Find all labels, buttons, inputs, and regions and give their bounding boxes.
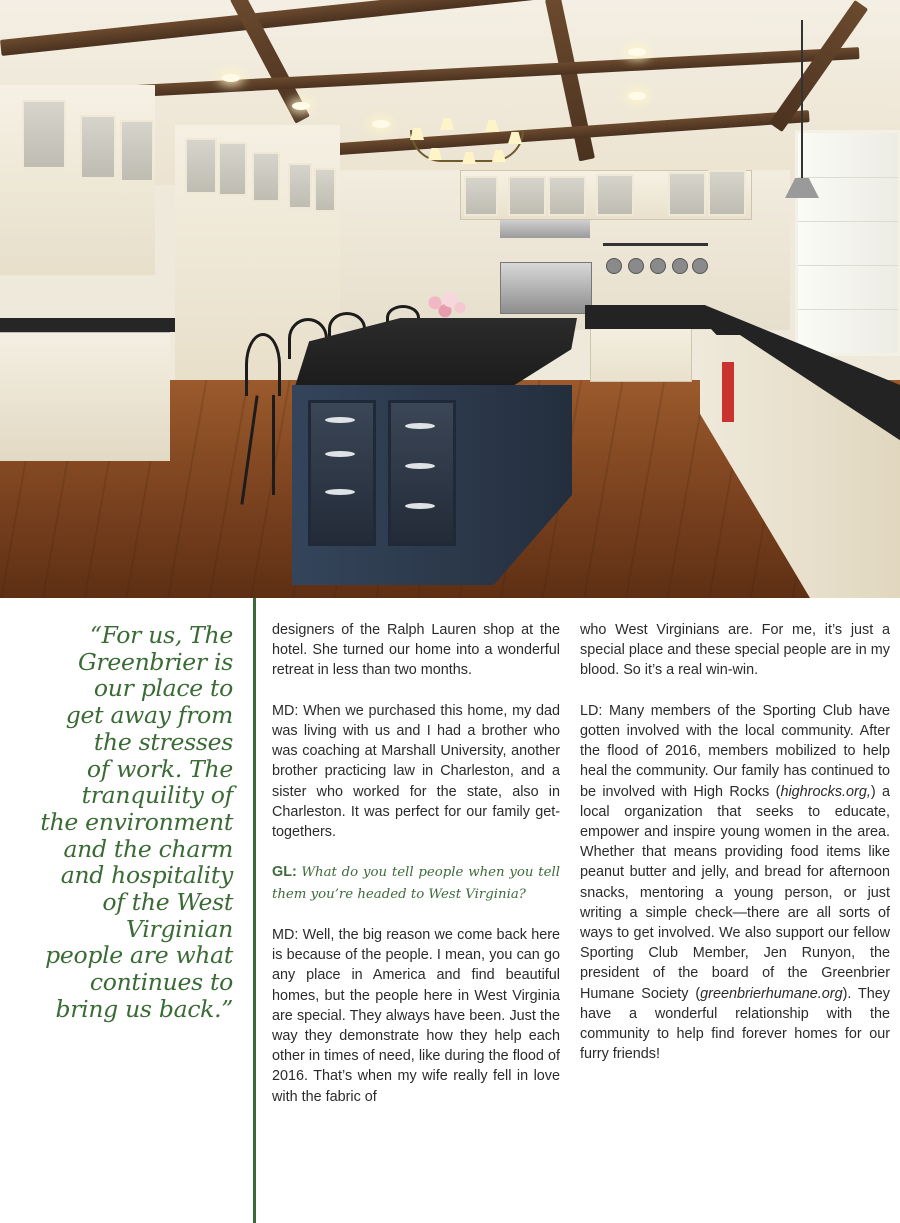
interview-question [272,862,560,904]
glass-cabinet-door [185,138,217,194]
glass-cabinet-door [314,168,336,212]
pendant-cord [801,20,803,180]
flower-vase [420,290,470,322]
article-column-1 [272,620,560,1127]
island-glass-door [308,400,376,546]
windsor-chair [245,333,281,396]
hanging-pan [650,258,666,274]
pull-quote: “For us, The Greenbrier is our place to get away from the stresses of work. The tranquility of the environment and the charm and hospitality of the West Virginian people are what continues to bring us back.” [40,621,233,1023]
column-divider [253,598,256,1223]
paragraph-text: ). They have a wonderful relationship with the community to help find forever homes for our furry friends! [580,985,890,1063]
plate [405,463,435,469]
glass-cabinet-door [22,100,66,169]
glass-cabinet-door [252,152,280,202]
hanging-pan [692,258,708,274]
pot-rail [603,243,708,246]
website-reference: greenbrierhumane.org [700,985,843,1002]
plate [325,417,355,423]
glass-cabinet-door [708,170,746,216]
plate [405,423,435,429]
plate [325,489,355,495]
recessed-light [292,102,310,110]
glass-cabinet-door [548,176,586,216]
recessed-light [372,120,390,128]
red-towel [722,362,734,422]
glass-cabinet-door [508,176,546,216]
kitchen-photo [0,0,900,598]
island-glass-door [388,400,456,546]
window-blind-line [798,265,898,266]
glass-cabinet-door [120,120,154,182]
article-column-2 [580,620,890,1085]
glass-cabinet-door [464,176,498,216]
glass-cabinet-door [218,142,247,196]
paragraph: MD: When we purchased this home, my dad was living with us and I had a brother who was coaching at Marshall University, another brother practicing law in Charleston, and a sister who worked for the state, also in Charleston. It was perfect for our family get-togethers. [272,702,560,841]
question-tag: GL: [272,864,297,881]
glass-cabinet-door [80,115,116,179]
range-stove [500,262,592,314]
recessed-light [628,48,646,56]
paragraph: MD: Well, the big reason we come back here is because of the people. I mean, you can go any place in America and find beautiful homes, but the people here in West Virginia are special. They always have been. Just the way they demonstrate how they help each other in times of need, like during the flood of 2016. That’s when my wife really fell in love with the fabric of [272,927,560,1105]
hanging-pan [606,258,622,274]
range-hood [500,220,590,238]
glass-cabinet-door [288,163,312,209]
recessed-light [628,92,646,100]
plate [325,451,355,457]
question-text: What do you tell people when you tell them you’re headed to West Virginia? [272,865,560,902]
paragraph: who West Virginians are. For me, it’s just a special place and these special people are in my blood. So it’s a real win-win. [580,622,890,679]
glass-cabinet-door [596,174,634,216]
paragraph: designers of the Ralph Lauren shop at the hotel. She turned our home into a wonderful retreat in less than two months. [272,622,560,679]
website-reference: highrocks.org, [780,783,871,800]
chair-leg [272,395,275,495]
window [795,130,900,356]
glass-cabinet-door [668,172,706,216]
paragraph-text: LD: Many members of the Sporting Club have gotten involved with the local community. After the flood of 2016, members mobilized to help heal the community. Our family has continued to be involved with High Rocks ( [580,702,890,800]
countertop-left [0,318,175,332]
window-blind-line [798,177,898,178]
recessed-light [222,74,240,82]
plate [405,503,435,509]
paragraph [580,701,890,1065]
hanging-pan [628,258,644,274]
hanging-pan [672,258,688,274]
window-blind-line [798,309,898,310]
window-blind-line [798,221,898,222]
lower-cabinets-left [0,332,170,461]
paragraph-text: ) a local organization that seeks to educate, empower and inspire young women in the area. Whether that means providing food items like peanut butter and jelly, and bread for afternoon snacks, mentoring a young person, or just writing a simple check—there are all sorts of ways to get involved. We also support our fellow Sporting Club Member, Jen Runyon, the president of the board of the Greenbrier Humane Society ( [580,783,890,1002]
